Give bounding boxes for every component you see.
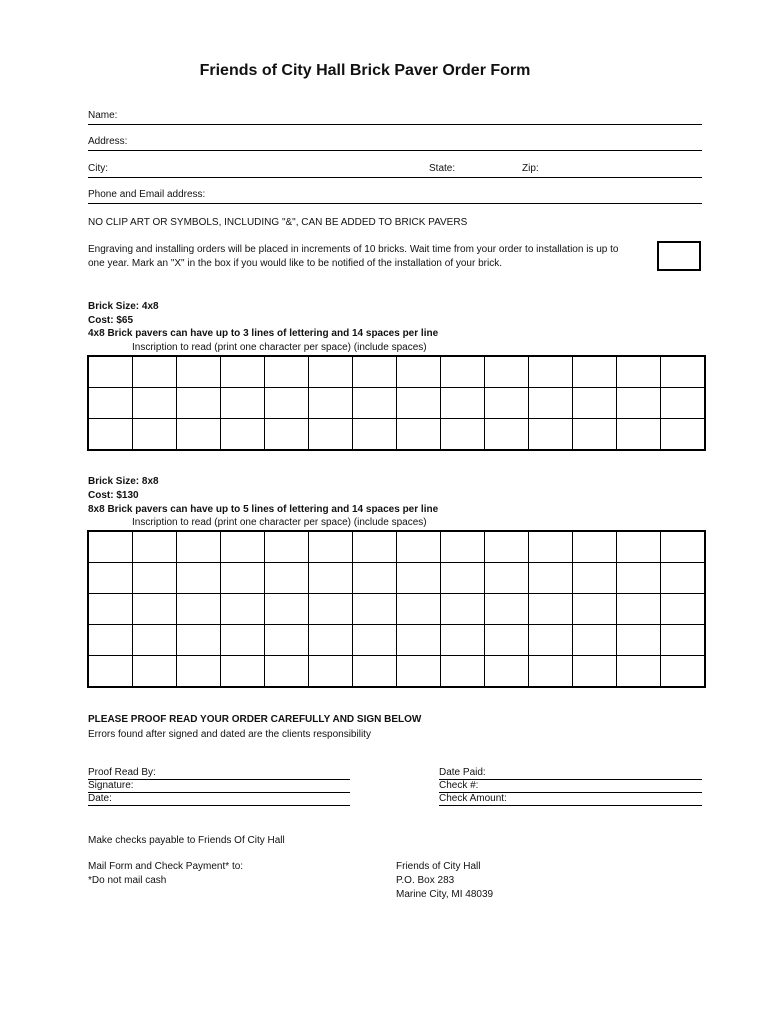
grid-8x8-character-cell[interactable] xyxy=(485,531,529,563)
grid-8x8-character-cell[interactable] xyxy=(353,531,397,563)
grid-8x8-character-cell[interactable] xyxy=(397,563,441,594)
grid-8x8-character-cell[interactable] xyxy=(617,625,661,656)
grid-4x8-character-cell[interactable] xyxy=(529,356,573,388)
grid-4x8-character-cell[interactable] xyxy=(661,388,706,419)
grid-8x8-character-cell[interactable] xyxy=(133,656,177,688)
grid-8x8-character-cell[interactable] xyxy=(88,625,133,656)
grid-8x8-character-cell[interactable] xyxy=(177,656,221,688)
grid-4x8-character-cell[interactable] xyxy=(221,419,265,451)
signature-label: Signature: xyxy=(88,780,134,791)
grid-4x8-character-cell[interactable] xyxy=(353,419,397,451)
mail-instructions: Mail Form and Check Payment* to: xyxy=(88,861,244,872)
grid-4x8-character-cell[interactable] xyxy=(617,356,661,388)
grid-8x8-character-cell[interactable] xyxy=(529,594,573,625)
grid-4x8-character-cell[interactable] xyxy=(265,388,309,419)
cost-8x8: Cost: $130 xyxy=(88,490,139,501)
grid-8x8-character-cell[interactable] xyxy=(441,656,485,688)
grid-4x8-character-cell[interactable] xyxy=(265,419,309,451)
grid-4x8-character-cell[interactable] xyxy=(573,356,617,388)
grid-8x8-character-cell[interactable] xyxy=(221,594,265,625)
grid-4x8-character-cell[interactable] xyxy=(221,388,265,419)
inscription-label-4x8: Inscription to read (print one character per space) (include spaces) xyxy=(132,342,427,353)
grid-4x8-character-cell[interactable] xyxy=(309,356,353,388)
grid-8x8-character-cell[interactable] xyxy=(661,625,706,656)
grid-4x8-character-cell[interactable] xyxy=(661,419,706,451)
grid-8x8-character-cell[interactable] xyxy=(265,531,309,563)
grid-8x8-character-cell[interactable] xyxy=(441,594,485,625)
proof-heading: PLEASE PROOF READ YOUR ORDER CAREFULLY AND SIGN BELOW xyxy=(88,714,422,725)
grid-8x8-character-cell[interactable] xyxy=(309,531,353,563)
grid-4x8-row xyxy=(88,356,705,388)
grid-8x8-character-cell[interactable] xyxy=(397,656,441,688)
grid-8x8-character-cell[interactable] xyxy=(573,531,617,563)
grid-4x8-character-cell[interactable] xyxy=(529,419,573,451)
grid-4x8-character-cell[interactable] xyxy=(441,388,485,419)
grid-8x8-character-cell[interactable] xyxy=(485,656,529,688)
grid-8x8-character-cell[interactable] xyxy=(221,656,265,688)
inscription-label-8x8: Inscription to read (print one character per space) (include spaces) xyxy=(132,517,427,528)
grid-8x8-character-cell[interactable] xyxy=(353,594,397,625)
grid-8x8-character-cell[interactable] xyxy=(529,531,573,563)
check-amount-field[interactable] xyxy=(439,793,702,806)
date-field[interactable] xyxy=(88,793,350,806)
grid-8x8-row xyxy=(88,563,705,594)
address-field[interactable] xyxy=(88,136,702,151)
grid-4x8-character-cell[interactable] xyxy=(485,356,529,388)
grid-8x8-row xyxy=(88,531,705,563)
grid-8x8-character-cell[interactable] xyxy=(221,563,265,594)
phone-email-label: Phone and Email address: xyxy=(88,189,206,200)
grid-4x8-character-cell[interactable] xyxy=(177,356,221,388)
grid-8x8-character-cell[interactable] xyxy=(661,656,706,688)
grid-4x8-character-cell[interactable] xyxy=(441,356,485,388)
grid-8x8-character-cell[interactable] xyxy=(617,563,661,594)
grid-4x8-row xyxy=(88,419,705,451)
grid-8x8-character-cell[interactable] xyxy=(88,531,133,563)
grid-8x8-character-cell[interactable] xyxy=(573,563,617,594)
grid-4x8-character-cell[interactable] xyxy=(573,388,617,419)
city-label: City: xyxy=(88,163,108,174)
grid-8x8-character-cell[interactable] xyxy=(265,625,309,656)
mail-address-line-2: P.O. Box 283 xyxy=(396,875,455,886)
grid-8x8-character-cell[interactable] xyxy=(441,625,485,656)
signature-field[interactable] xyxy=(88,780,350,793)
grid-4x8-character-cell[interactable] xyxy=(309,419,353,451)
grid-4x8-row xyxy=(88,388,705,419)
name-label: Name: xyxy=(88,110,118,121)
grid-8x8-row xyxy=(88,656,705,688)
grid-8x8-character-cell[interactable] xyxy=(309,563,353,594)
grid-8x8-character-cell[interactable] xyxy=(529,563,573,594)
grid-8x8-character-cell[interactable] xyxy=(441,531,485,563)
grid-8x8-character-cell[interactable] xyxy=(177,531,221,563)
grid-8x8-character-cell[interactable] xyxy=(485,625,529,656)
payable-note: Make checks payable to Friends Of City Hall xyxy=(88,835,285,846)
proof-read-by-field[interactable] xyxy=(88,767,350,780)
grid-8x8-character-cell[interactable] xyxy=(133,594,177,625)
grid-4x8-character-cell[interactable] xyxy=(397,356,441,388)
engraving-notice-line-2: one year. Mark an "X" in the box if you would like to be notified of the installation of your brick. xyxy=(88,258,502,269)
mail-address-line-1: Friends of City Hall xyxy=(396,861,481,872)
grid-4x8-character-cell[interactable] xyxy=(397,388,441,419)
grid-4x8-character-cell[interactable] xyxy=(309,388,353,419)
grid-8x8-character-cell[interactable] xyxy=(353,625,397,656)
name-field[interactable] xyxy=(88,110,702,125)
grid-8x8-character-cell[interactable] xyxy=(353,656,397,688)
grid-4x8-character-cell[interactable] xyxy=(485,388,529,419)
grid-4x8-character-cell[interactable] xyxy=(617,388,661,419)
grid-8x8-character-cell[interactable] xyxy=(88,594,133,625)
grid-8x8-character-cell[interactable] xyxy=(265,656,309,688)
grid-8x8-character-cell[interactable] xyxy=(573,656,617,688)
grid-8x8-character-cell[interactable] xyxy=(133,531,177,563)
grid-8x8-character-cell[interactable] xyxy=(661,563,706,594)
engraving-notice-line-1: Engraving and installing orders will be placed in increments of 10 bricks. Wait time from your order to installation is up to xyxy=(88,244,619,255)
grid-8x8-character-cell[interactable] xyxy=(309,594,353,625)
zip-label: Zip: xyxy=(522,163,539,174)
grid-8x8-character-cell[interactable] xyxy=(265,563,309,594)
grid-4x8-character-cell[interactable] xyxy=(617,419,661,451)
grid-4x8-character-cell[interactable] xyxy=(88,356,133,388)
grid-8x8-character-cell[interactable] xyxy=(177,594,221,625)
grid-4x8-character-cell[interactable] xyxy=(397,419,441,451)
grid-8x8-character-cell[interactable] xyxy=(485,594,529,625)
grid-8x8-character-cell[interactable] xyxy=(441,563,485,594)
grid-8x8-character-cell[interactable] xyxy=(397,625,441,656)
brick-size-8x8: Brick Size: 8x8 xyxy=(88,476,159,487)
mail-address-line-3: Marine City, MI 48039 xyxy=(396,889,494,900)
grid-8x8-row xyxy=(88,594,705,625)
grid-8x8-character-cell[interactable] xyxy=(573,594,617,625)
grid-8x8-character-cell[interactable] xyxy=(88,563,133,594)
date-paid-field[interactable] xyxy=(439,767,702,780)
grid-4x8-character-cell[interactable] xyxy=(88,419,133,451)
form-title: Friends of City Hall Brick Paver Order Form xyxy=(199,62,531,79)
grid-4x8-character-cell[interactable] xyxy=(221,356,265,388)
grid-4x8-character-cell[interactable] xyxy=(133,356,177,388)
grid-8x8-character-cell[interactable] xyxy=(353,563,397,594)
cost-4x8: Cost: $65 xyxy=(88,315,134,326)
grid-4x8-character-cell[interactable] xyxy=(573,419,617,451)
grid-8x8-character-cell[interactable] xyxy=(309,656,353,688)
grid-8x8-character-cell[interactable] xyxy=(177,625,221,656)
grid-4x8-character-cell[interactable] xyxy=(177,419,221,451)
grid-8x8-character-cell[interactable] xyxy=(529,656,573,688)
rule-8x8: 8x8 Brick pavers can have up to 5 lines of lettering and 14 spaces per line xyxy=(88,504,439,515)
no-cash-note: *Do not mail cash xyxy=(88,875,167,886)
grid-4x8-character-cell[interactable] xyxy=(265,356,309,388)
check-amount-label: Check Amount: xyxy=(439,793,507,804)
grid-8x8-character-cell[interactable] xyxy=(221,531,265,563)
inscription-grid-8x8 xyxy=(87,530,706,688)
grid-8x8-character-cell[interactable] xyxy=(529,625,573,656)
grid-8x8-character-cell[interactable] xyxy=(309,625,353,656)
rule-4x8: 4x8 Brick pavers can have up to 3 lines of lettering and 14 spaces per line xyxy=(88,328,439,339)
grid-8x8-character-cell[interactable] xyxy=(133,625,177,656)
grid-4x8-character-cell[interactable] xyxy=(661,356,706,388)
grid-4x8-character-cell[interactable] xyxy=(353,388,397,419)
grid-8x8-character-cell[interactable] xyxy=(617,594,661,625)
inscription-grid-4x8 xyxy=(87,355,706,451)
grid-8x8-character-cell[interactable] xyxy=(133,563,177,594)
grid-8x8-character-cell[interactable] xyxy=(397,531,441,563)
check-number-field[interactable] xyxy=(439,780,702,793)
grid-8x8-character-cell[interactable] xyxy=(221,625,265,656)
grid-4x8-character-cell[interactable] xyxy=(133,419,177,451)
grid-8x8-character-cell[interactable] xyxy=(485,563,529,594)
phone-email-field[interactable] xyxy=(88,189,702,204)
grid-4x8-character-cell[interactable] xyxy=(133,388,177,419)
grid-8x8-character-cell[interactable] xyxy=(573,625,617,656)
city-state-zip-field[interactable] xyxy=(88,163,702,178)
grid-4x8-character-cell[interactable] xyxy=(353,356,397,388)
grid-8x8-character-cell[interactable] xyxy=(265,594,309,625)
check-number-label: Check #: xyxy=(439,780,479,791)
grid-4x8-character-cell[interactable] xyxy=(485,419,529,451)
grid-8x8-character-cell[interactable] xyxy=(88,656,133,688)
grid-4x8-character-cell[interactable] xyxy=(177,388,221,419)
proof-subtext: Errors found after signed and dated are the clients responsibility xyxy=(88,729,371,740)
address-label: Address: xyxy=(88,136,128,147)
clip-art-notice: NO CLIP ART OR SYMBOLS, INCLUDING "&", CAN BE ADDED TO BRICK PAVERS xyxy=(88,217,468,228)
grid-8x8-character-cell[interactable] xyxy=(661,531,706,563)
date-label: Date: xyxy=(88,793,112,804)
grid-8x8-character-cell[interactable] xyxy=(397,594,441,625)
grid-4x8-character-cell[interactable] xyxy=(441,419,485,451)
grid-4x8-character-cell[interactable] xyxy=(529,388,573,419)
grid-4x8-character-cell[interactable] xyxy=(88,388,133,419)
proof-read-by-label: Proof Read By: xyxy=(88,767,156,778)
grid-8x8-character-cell[interactable] xyxy=(617,531,661,563)
brick-size-4x8: Brick Size: 4x8 xyxy=(88,301,159,312)
grid-8x8-character-cell[interactable] xyxy=(661,594,706,625)
grid-8x8-character-cell[interactable] xyxy=(617,656,661,688)
state-label: State: xyxy=(429,163,456,174)
grid-8x8-row xyxy=(88,625,705,656)
notify-installation-checkbox[interactable] xyxy=(657,241,701,271)
grid-8x8-character-cell[interactable] xyxy=(177,563,221,594)
date-paid-label: Date Paid: xyxy=(439,767,486,778)
